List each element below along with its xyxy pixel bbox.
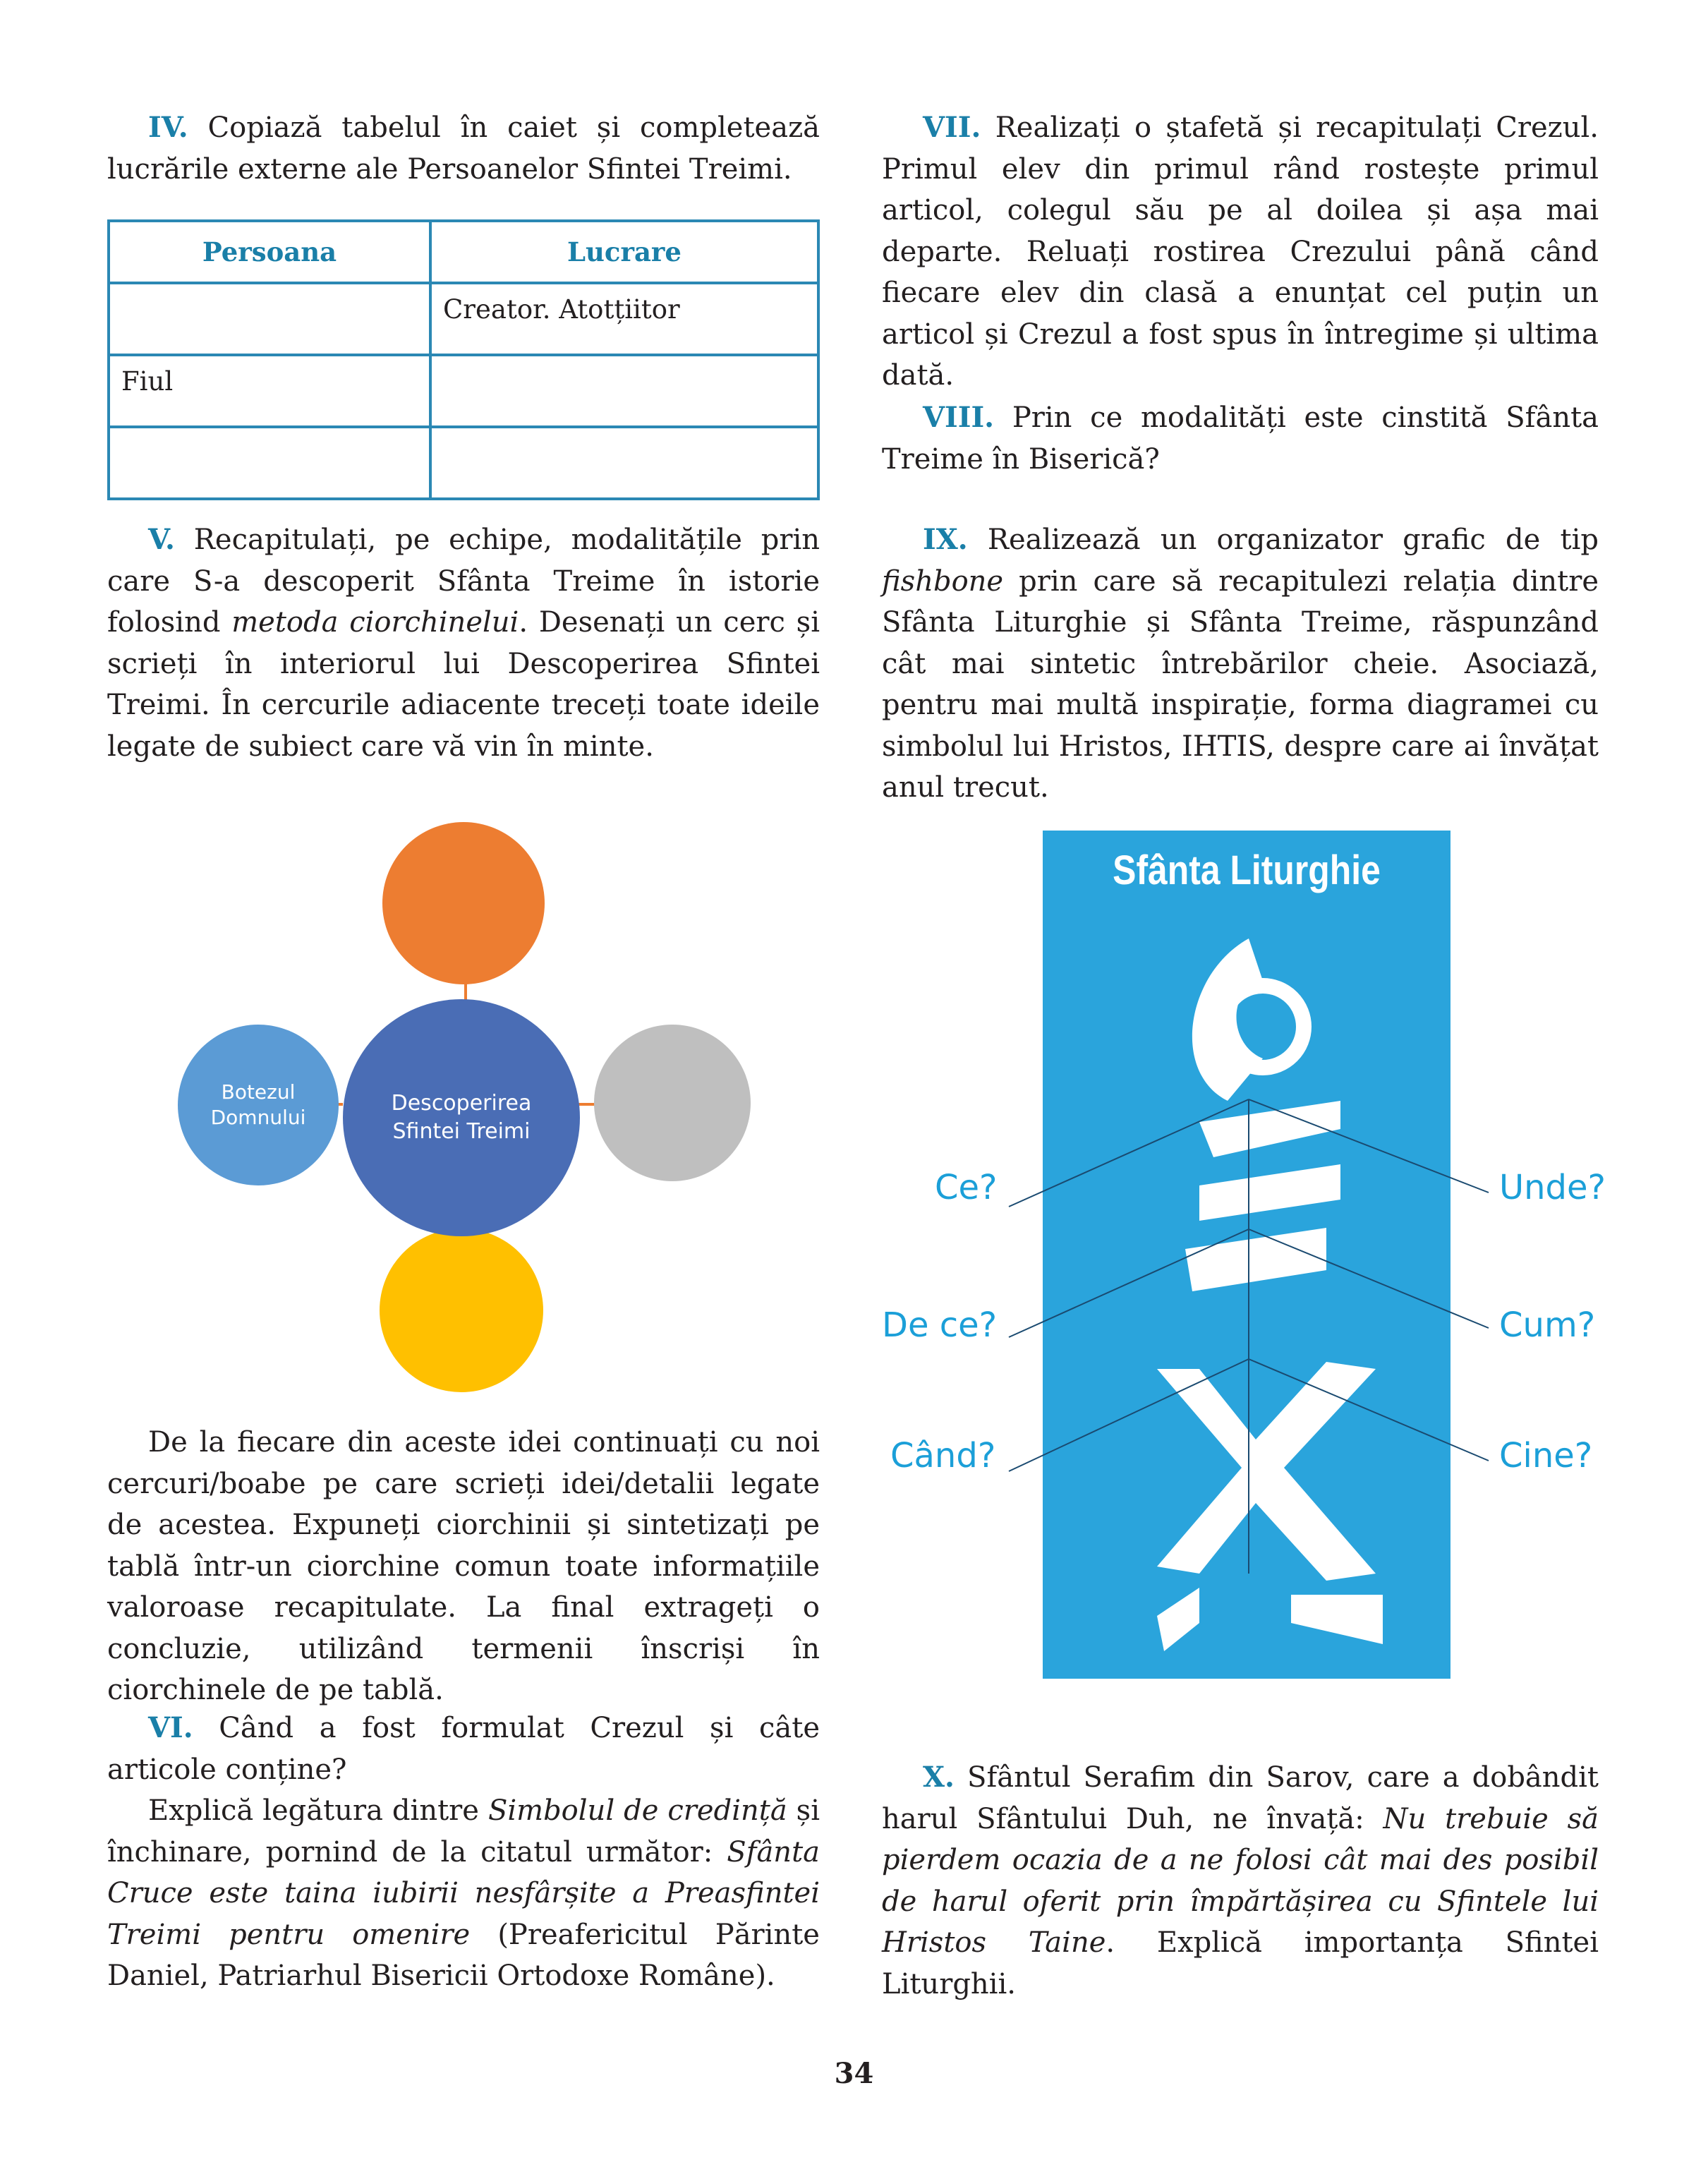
exercise-number: IX. [923,523,968,556]
exercise-number: IV. [148,111,188,144]
question-label: De ce? [882,1305,998,1345]
exercise-text: Realizați o ștafetă și recapitulați Crezul. Primul elev din primul rând rostește primul articol, colegul său pe al doilea și așa mai departe. Reluați rostirea Crezului până când fiecare elev din clasă a enunțat cel puțin un articol și Crezul a fost spus în întregime și ultima dată. [882,111,1599,392]
exercise-x [882,1757,1599,2005]
emphasis-text: Simbolul de credință [487,1794,787,1827]
paragraph-text: Explică legătura dintre [148,1794,488,1827]
question-label: Unde? [1499,1168,1606,1207]
cluster-circle-label: Descoperirea Sfintei Treimi [391,1091,532,1144]
exercise-text: Când a fost formulat Crezul și câte articole conține? [107,1712,820,1786]
exercise-text: Copiază tabelul în caiet și completează lucrările externe ale Persoanelor Sfintei Treimi. [107,111,820,186]
question-label: Cum? [1499,1305,1596,1345]
emphasis-text: fishbone [882,565,1004,598]
table-cell: Fiul [109,355,430,427]
question-label: Ce? [935,1168,998,1207]
exercise-text: Recapitulați, pe echipe, modalitățile prin care S-a descoperit Sfânta Treime în istorie folosind [107,524,820,639]
quote-text: Sfânta Cruce este taina iubirii nesfârșite a Preasfintei Treimi pentru omenire [107,1835,820,1951]
exercise-text: prin care să recapitulezi relația dintre Sfânta Liturghie și Sfânta Treime, răspunzând cât mai sintetic întrebărilor cheie. Asociază, pentru mai multă inspirație, forma diagramei cu simbolul lui Hristos, IHTIS, despre care ai învățat anul trecut. [882,565,1599,804]
exercise-number: VIII. [923,401,995,434]
exercise-number: V. [148,523,175,556]
paragraph-text: (Preafericitul Părinte Daniel, Patriarhul Bisericii Ortodoxe Române). [107,1918,820,1992]
exercise-text: Realizează un organizator grafic de tip [967,524,1599,556]
table-header-cell: Persoana [109,221,430,283]
exercise-text: . Explică importanța Sfintei Liturghii. [882,1926,1599,2000]
question-label: Când? [890,1436,996,1475]
table-header-cell: Lucrare [430,221,818,283]
exercise-text: Prin ce modalități este cinstită Sfânta Treime în Biserică? [882,402,1599,476]
paragraph-text: De la fiecare din aceste idei continuați cu noi cercuri/boabe pe care scrieți idei/detalii legate de acestea. Expuneți ciorchinii și sintetizați pe tablă într-un ciorchine comun toate informațiile valoroase recapitulate. La final extrageți o concluzie, utilizând termenii înscriși în ciorchinele de pe tablă. [107,1426,820,1706]
exercise-text: Sfântul Serafim din Sarov, care a dobândit harul Sfântului Duh, ne învață: [882,1761,1599,1835]
quote-text: Nu trebuie să pierdem ocazia de a ne folosi cât mai des posibil de harul oferit prin împărtășirea cu Sfintele lui Hristos Taine [882,1802,1599,1959]
fishbone-title: Sfânta Liturghie [1113,847,1381,893]
page-number: 34 [834,2057,874,2090]
exercise-number: X. [923,1761,955,1794]
exercise-number: VII. [923,111,981,144]
emphasis-text: metoda ciorchinelui [231,606,519,639]
question-label: Cine? [1499,1436,1593,1475]
fishbone-lines [1009,1099,1489,1574]
table-cell: Creator. Atotțiitor [430,283,818,355]
cluster-circle-label: Botezul Domnului [210,1080,306,1129]
exercise-number: VI. [148,1711,193,1744]
ihtis-fish-icon [1157,938,1383,1651]
paragraph-text: și închinare, pornind de la citatul următor: [107,1794,820,1869]
exercise-text: . Desenați un cerc și scrieți în interiorul lui Descoperirea Sfintei Treimi. În cercurile adiacente treceți toate ideile legate de subiect care vă vin în minte. [107,606,820,763]
